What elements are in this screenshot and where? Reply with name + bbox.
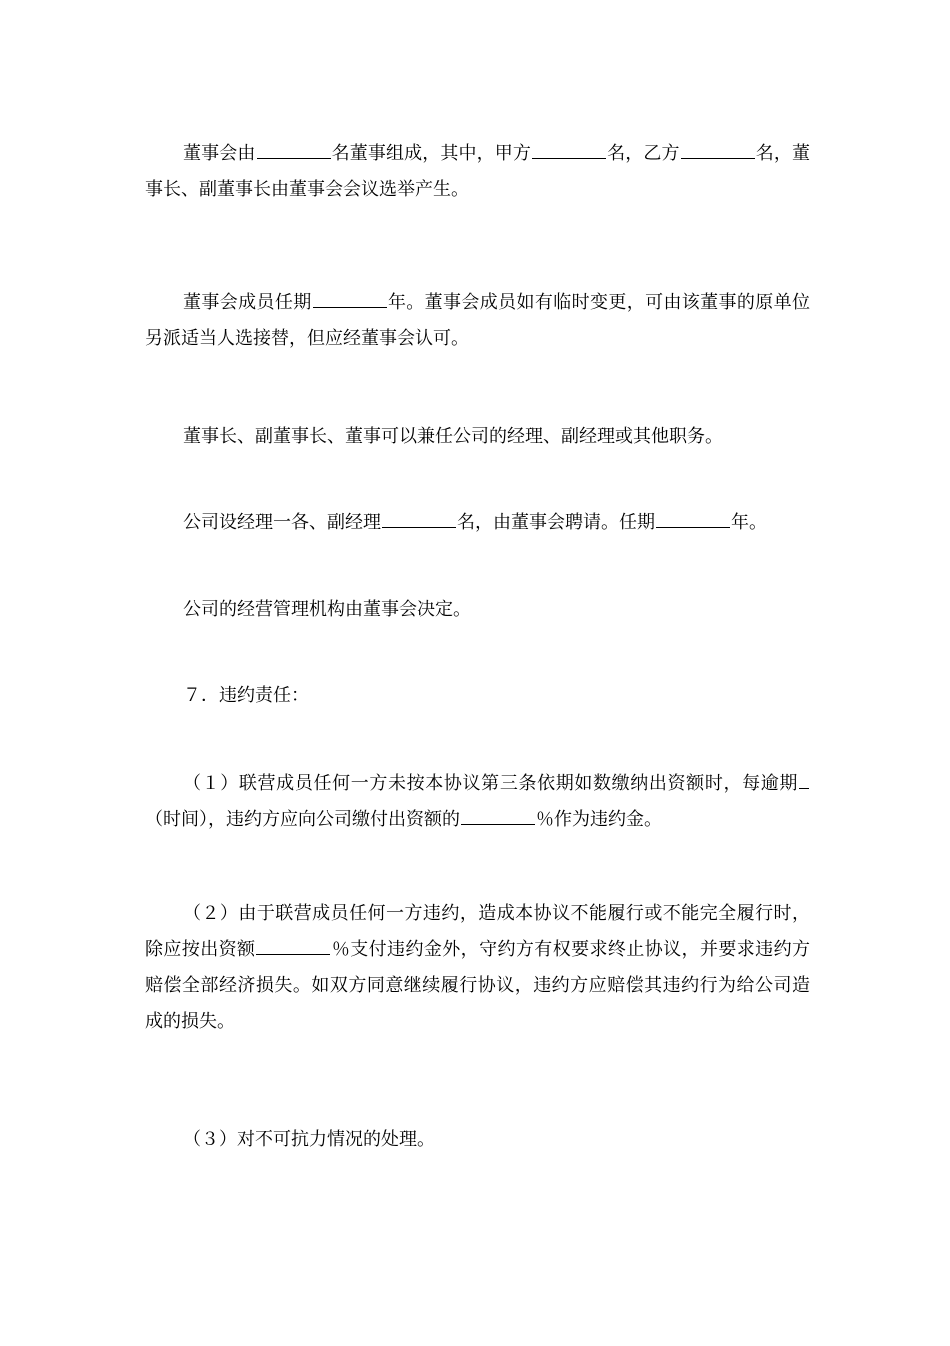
blank-field[interactable] — [257, 142, 331, 159]
text: 名，由董事会聘请。任期 — [457, 512, 655, 533]
text: ７．违约责任： — [183, 685, 309, 706]
text: ％支付违约金外，守约方有权要求终止协议，并要求违约方赔偿全部经济损失。如双方同意继续履行协议，违约方应赔偿其违约行为给公司造成的损失。 — [145, 939, 810, 1032]
text: 公司设经理一各、副经理 — [183, 512, 381, 533]
text: ％作为违约金。 — [536, 809, 662, 830]
blank-field[interactable] — [656, 511, 730, 528]
blank-field[interactable] — [532, 142, 606, 159]
text: 名董事组成，其中，甲方 — [331, 143, 531, 164]
blank-field[interactable] — [313, 291, 387, 308]
text: 名，董事长、副董事长由董事会会议选举产生。 — [145, 143, 810, 200]
text: （时间），违约方应向公司缴付出资额的 — [145, 809, 460, 830]
paragraph-concurrent-posts — [145, 419, 810, 455]
blank-field[interactable] — [681, 142, 755, 159]
text: 名，乙方 — [607, 143, 680, 164]
text: 董事会由 — [183, 143, 256, 164]
paragraph-board-term — [145, 285, 810, 357]
text: （３）对不可抗力情况的处理。 — [183, 1129, 435, 1150]
paragraph-breach-clause-3 — [145, 1122, 810, 1158]
text: 董事长、副董事长、董事可以兼任公司的经理、副经理或其他职务。 — [183, 426, 723, 447]
blank-field[interactable] — [461, 808, 535, 825]
text: 董事会成员任期 — [183, 292, 312, 313]
paragraph-breach-clause-2 — [145, 896, 810, 1040]
blank-field[interactable] — [799, 772, 809, 789]
text: 公司的经营管理机构由董事会决定。 — [183, 599, 471, 620]
text: 年。董事会成员如有临时变更，可由该董事的原单位另派适当人选接替，但应经董事会认可。 — [145, 292, 811, 349]
blank-field[interactable] — [256, 938, 330, 955]
text: 年。 — [731, 512, 767, 533]
section-heading-breach-liability — [145, 678, 810, 714]
text: （１）联营成员任何一方未按本协议第三条依期如数缴纳出资额时，每逾期 — [183, 773, 798, 794]
paragraph-breach-clause-1 — [145, 766, 810, 838]
blank-field[interactable] — [382, 511, 456, 528]
paragraph-board-composition — [145, 136, 810, 208]
paragraph-management-structure — [145, 592, 810, 628]
paragraph-manager — [145, 505, 810, 541]
text: （２）由于联营成员任何一方违约，造成本协议不能履行或不能完全履行时，除应按出资额 — [145, 903, 810, 960]
